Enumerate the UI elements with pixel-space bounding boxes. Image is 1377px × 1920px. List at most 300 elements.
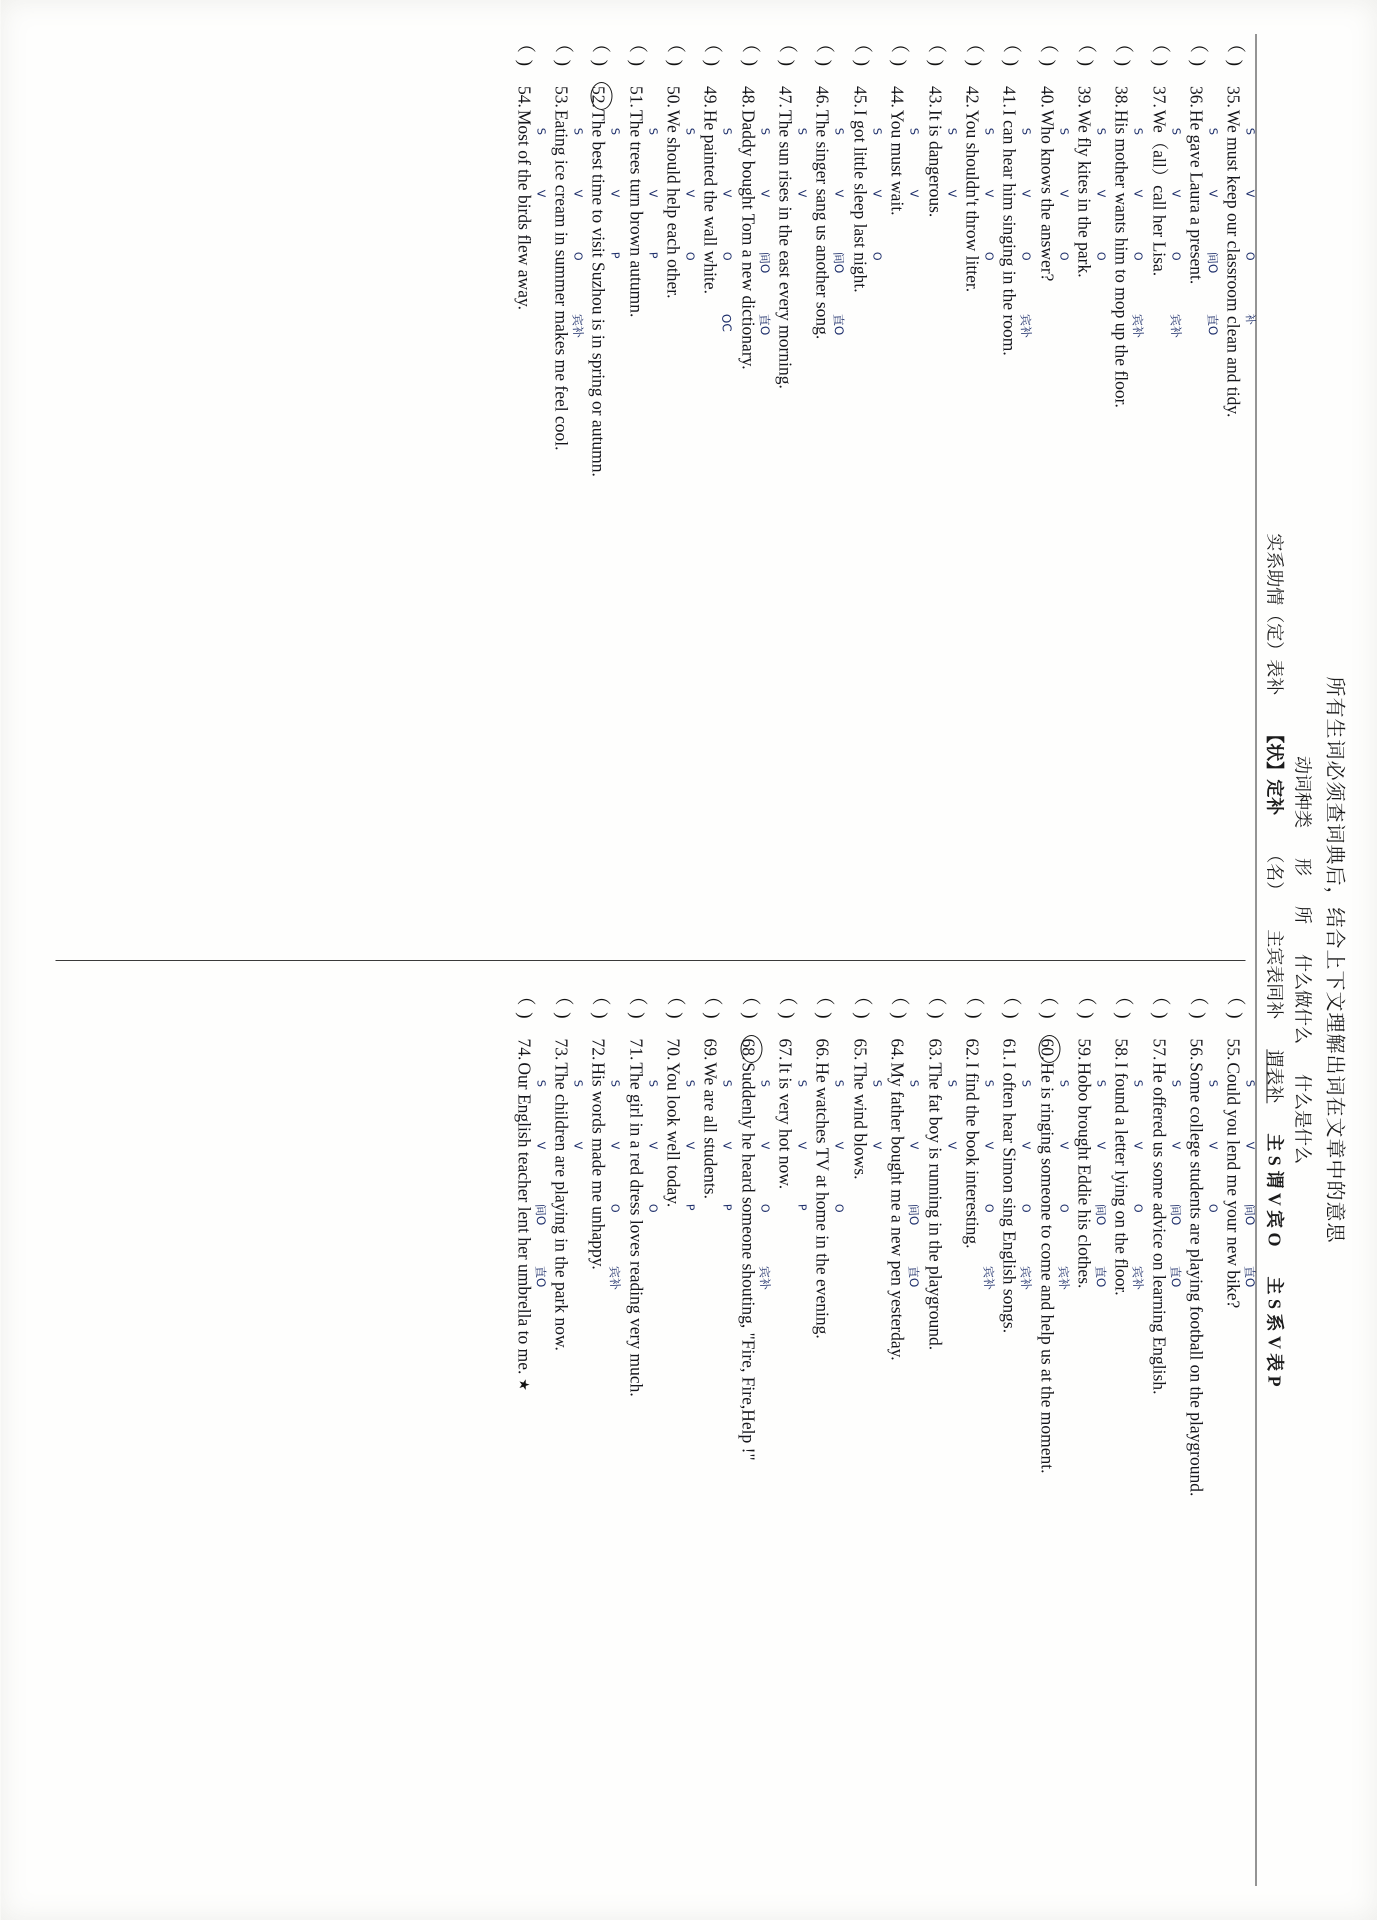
header-cell-what-does-what: 什么做什么 bbox=[1292, 954, 1312, 1044]
circled-question-number bbox=[590, 82, 612, 110]
question-line[interactable] bbox=[848, 986, 884, 1887]
answer-parenthesis[interactable]: （ ) bbox=[701, 34, 723, 68]
question-text: Who knows the answer? S V O bbox=[1036, 109, 1070, 282]
answer-parenthesis[interactable]: （ ) bbox=[589, 986, 611, 1020]
handwritten-grammar-mark: V bbox=[794, 189, 809, 198]
handwritten-grammar-mark: V bbox=[1205, 189, 1220, 198]
question-text: The sun rises in the east every morning. S V bbox=[775, 109, 809, 389]
header-cell-zhuangdingbu: 【状】定补 bbox=[1264, 725, 1284, 816]
star-mark: ★ bbox=[514, 1378, 530, 1391]
question-line[interactable] bbox=[1184, 986, 1220, 1887]
handwritten-grammar-mark: V bbox=[608, 189, 622, 198]
handwritten-grammar-mark: 间O bbox=[830, 251, 847, 274]
handwritten-grammar-mark: OC bbox=[719, 313, 734, 333]
handwritten-grammar-mark: V bbox=[1168, 1141, 1182, 1151]
handwritten-grammar-mark: S bbox=[1205, 1079, 1220, 1088]
question-text: We are all students. S V P bbox=[700, 1062, 734, 1212]
question-number: 49. bbox=[700, 86, 721, 108]
handwritten-grammar-mark: O bbox=[1168, 251, 1182, 261]
handwritten-grammar-mark: P bbox=[720, 1203, 734, 1212]
question-line[interactable] bbox=[1146, 986, 1183, 1887]
answer-parenthesis[interactable]: （ ) bbox=[813, 986, 835, 1020]
question-number: 73. bbox=[551, 1038, 572, 1061]
handwritten-grammar-mark: S bbox=[1168, 1079, 1182, 1088]
answer-parenthesis[interactable]: （ ) bbox=[775, 34, 797, 68]
answer-parenthesis[interactable]: （ ) bbox=[1149, 986, 1171, 1020]
answer-parenthesis[interactable]: （ ) bbox=[887, 986, 909, 1020]
handwritten-grammar-mark: O bbox=[981, 251, 996, 261]
column-divider bbox=[55, 960, 1245, 961]
question-line[interactable] bbox=[736, 986, 772, 1887]
question-line[interactable] bbox=[773, 34, 809, 934]
handwritten-grammar-mark: 直O bbox=[1167, 1265, 1183, 1289]
handwritten-grammar-mark: O bbox=[1056, 251, 1070, 261]
handwritten-grammar-mark: O bbox=[570, 251, 585, 261]
answer-parenthesis[interactable]: （ ) bbox=[626, 986, 648, 1020]
question-line[interactable] bbox=[661, 986, 697, 1887]
question-line[interactable] bbox=[549, 34, 585, 934]
handwritten-grammar-mark: V bbox=[608, 1141, 622, 1151]
handwritten-grammar-mark: V bbox=[645, 1141, 659, 1151]
answer-parenthesis[interactable]: （ ) bbox=[850, 986, 872, 1020]
question-line[interactable] bbox=[624, 34, 659, 934]
handwritten-grammar-mark: V bbox=[570, 189, 585, 198]
handwritten-grammar-mark: S bbox=[907, 1079, 921, 1088]
question-number: 62. bbox=[961, 1038, 982, 1061]
question-text: It is dangerous. S V bbox=[924, 109, 958, 218]
handwritten-grammar-mark: V bbox=[1205, 1141, 1220, 1151]
handwritten-grammar-mark: S bbox=[1056, 1079, 1070, 1088]
handwritten-grammar-mark: V bbox=[533, 1141, 547, 1151]
header-divider bbox=[1255, 34, 1256, 1886]
question-number: 57. bbox=[1148, 1038, 1169, 1061]
handwritten-grammar-mark: S bbox=[720, 1079, 734, 1088]
question-number: 65. bbox=[849, 1038, 870, 1061]
answer-parenthesis[interactable]: （ ) bbox=[999, 34, 1021, 68]
question-line[interactable] bbox=[736, 34, 772, 934]
handwritten-grammar-mark: 直O bbox=[830, 313, 847, 336]
circled-question-number bbox=[737, 1035, 762, 1063]
handwritten-grammar-mark: 直O bbox=[1204, 313, 1220, 336]
question-number: 52. bbox=[588, 86, 609, 108]
handwritten-grammar-mark: 间O bbox=[905, 1203, 921, 1227]
handwritten-grammar-mark: 宾补 bbox=[1017, 1265, 1033, 1291]
question-text: The singer sang us another song. S V 间O 直O bbox=[812, 109, 847, 340]
question-number: 64. bbox=[887, 1038, 908, 1061]
header-cell-shape: 形 bbox=[1292, 858, 1312, 876]
handwritten-grammar-mark: V bbox=[944, 1141, 958, 1151]
header-cell-subject-object: 主宾表同补 bbox=[1264, 929, 1284, 1020]
handwritten-grammar-mark: S bbox=[720, 127, 734, 136]
header-cell-svo: 主 S 谓 V 宾 O bbox=[1264, 1133, 1284, 1247]
question-line[interactable] bbox=[960, 34, 996, 934]
handwritten-grammar-mark: 间O bbox=[1167, 1203, 1183, 1227]
handwritten-grammar-mark: S bbox=[757, 1079, 771, 1088]
question-line[interactable] bbox=[624, 986, 659, 1887]
question-text: The girl in a red dress loves reading very much. S V O bbox=[625, 1062, 659, 1397]
handwritten-grammar-mark: 间O bbox=[1204, 251, 1220, 274]
question-line[interactable] bbox=[661, 34, 697, 934]
handwritten-grammar-mark: S bbox=[533, 1079, 547, 1088]
question-line[interactable] bbox=[997, 34, 1033, 934]
handwritten-grammar-mark: 直O bbox=[756, 313, 772, 336]
handwritten-grammar-mark: V bbox=[1056, 1141, 1070, 1151]
handwritten-grammar-mark: V bbox=[981, 189, 996, 198]
question-number: 42. bbox=[961, 86, 982, 108]
answer-parenthesis[interactable]: （ ) bbox=[663, 986, 685, 1020]
handwritten-grammar-mark: 直O bbox=[1092, 1265, 1108, 1289]
handwritten-grammar-mark: V bbox=[645, 189, 659, 198]
handwritten-grammar-mark: V bbox=[1056, 189, 1070, 198]
answer-parenthesis[interactable]: （ ) bbox=[887, 34, 909, 68]
handwritten-grammar-mark: 宾补 bbox=[1166, 313, 1183, 339]
answer-parenthesis[interactable]: （ ) bbox=[1111, 34, 1133, 68]
handwritten-grammar-mark: O bbox=[757, 1203, 772, 1214]
header-cell-predicate: 谓表补 bbox=[1264, 1049, 1284, 1104]
handwritten-grammar-mark: O bbox=[832, 1203, 846, 1214]
answer-parenthesis[interactable]: （ ) bbox=[738, 986, 760, 1020]
question-line[interactable] bbox=[586, 34, 622, 934]
handwritten-grammar-mark: S bbox=[533, 127, 547, 136]
header-cell-suo: 所 bbox=[1292, 906, 1312, 924]
question-text: He watches TV at home in the evening. S V O bbox=[812, 1062, 846, 1339]
question-number: 50. bbox=[663, 86, 684, 108]
question-line[interactable] bbox=[960, 986, 996, 1887]
question-text: Our English teacher lent her umbrella to me. S V 间O 直O bbox=[513, 1062, 548, 1375]
handwritten-grammar-mark: V bbox=[1131, 189, 1145, 198]
question-number: 36. bbox=[1185, 86, 1206, 108]
handwritten-grammar-mark: V bbox=[570, 1141, 585, 1151]
answer-parenthesis[interactable]: （ ) bbox=[1074, 986, 1096, 1020]
handwritten-grammar-mark: S bbox=[794, 127, 809, 136]
handwritten-grammar-mark: P bbox=[608, 251, 622, 259]
right-question-column bbox=[55, 986, 1257, 1887]
question-number: 68. bbox=[737, 1038, 758, 1061]
question-text: You look well today. S V P bbox=[663, 1062, 697, 1212]
handwritten-grammar-mark: V bbox=[1093, 189, 1108, 198]
question-number: 45. bbox=[849, 86, 870, 108]
question-line[interactable] bbox=[1072, 34, 1108, 934]
handwritten-grammar-mark: V bbox=[682, 1141, 697, 1151]
answer-parenthesis[interactable]: （ ) bbox=[1224, 986, 1245, 1020]
handwritten-grammar-mark: S bbox=[794, 1079, 809, 1088]
handwritten-grammar-mark: V bbox=[1093, 1141, 1108, 1151]
question-number: 39. bbox=[1073, 86, 1094, 108]
question-line[interactable] bbox=[512, 986, 548, 1887]
question-text: Suddenly he heard someone shouting, "Fire, Fire,Help !" S V O 宾补 bbox=[737, 1062, 772, 1461]
question-number: 54. bbox=[513, 86, 534, 108]
handwritten-grammar-mark: O bbox=[720, 251, 734, 261]
handwritten-grammar-mark: 直O bbox=[1241, 1265, 1257, 1289]
question-number: 58. bbox=[1111, 1038, 1132, 1061]
answer-parenthesis[interactable]: （ ) bbox=[1037, 34, 1059, 68]
handwritten-grammar-mark: V bbox=[682, 189, 697, 198]
handwritten-grammar-mark: O bbox=[1018, 251, 1033, 261]
question-line[interactable] bbox=[1109, 986, 1145, 1887]
handwritten-grammar-mark: O bbox=[1018, 1203, 1033, 1214]
question-line[interactable] bbox=[698, 34, 734, 934]
question-number: 43. bbox=[924, 86, 945, 108]
question-text: The fat boy is running in the playground. S V bbox=[924, 1062, 958, 1351]
question-text: You shouldn't throw litter. S V O bbox=[961, 109, 996, 293]
handwritten-grammar-mark: O bbox=[608, 1203, 622, 1214]
header-row-line2 bbox=[1262, 34, 1288, 1886]
handwritten-grammar-mark: O bbox=[1056, 1203, 1070, 1214]
handwritten-grammar-mark: V bbox=[1131, 1141, 1145, 1151]
question-text: My father bought me a new pen yesterday. S V 间O 直O bbox=[887, 1062, 921, 1361]
question-text: We should help each other. S V O bbox=[663, 109, 697, 299]
handwritten-grammar-mark: S bbox=[1131, 127, 1145, 136]
handwritten-grammar-mark: S bbox=[907, 127, 921, 136]
question-text: He is ringing someone to come and help us at the moment. S V O 宾补 bbox=[1036, 1062, 1071, 1474]
question-text: The trees turn brown autumn. S V P bbox=[625, 109, 659, 318]
handwritten-grammar-mark: S bbox=[570, 1079, 585, 1088]
question-number: 70. bbox=[663, 1038, 684, 1061]
header-cell-svp: 主 S 系 V 表 P bbox=[1264, 1276, 1284, 1387]
question-line[interactable] bbox=[997, 986, 1033, 1887]
question-text: Could you lend me your new bike? S V 间O 直O bbox=[1223, 1062, 1257, 1309]
header-cell-what-is-what: 什么是什么 bbox=[1292, 1074, 1312, 1164]
question-number: 61. bbox=[999, 1038, 1020, 1061]
question-line[interactable] bbox=[1221, 34, 1257, 934]
handwritten-grammar-mark: O bbox=[645, 1203, 659, 1214]
answer-parenthesis[interactable]: （ ) bbox=[813, 34, 835, 68]
answer-parenthesis[interactable]: （ ) bbox=[514, 34, 536, 68]
handwritten-grammar-mark: O bbox=[981, 1203, 996, 1214]
question-line[interactable] bbox=[810, 34, 847, 934]
question-number: 53. bbox=[551, 86, 572, 108]
handwritten-grammar-mark: 宾补 bbox=[1017, 313, 1033, 339]
answer-parenthesis[interactable]: （ ) bbox=[1111, 986, 1133, 1020]
answer-parenthesis[interactable]: （ ) bbox=[701, 986, 723, 1020]
handwritten-grammar-mark: V bbox=[1168, 189, 1182, 198]
handwritten-grammar-mark: 补 bbox=[1243, 313, 1257, 326]
question-line[interactable] bbox=[1034, 34, 1070, 934]
question-text: He gave Laura a present. S V 间O 直O bbox=[1185, 109, 1220, 336]
answer-parenthesis[interactable]: （ ) bbox=[626, 34, 648, 68]
question-text: I can hear him singing in the room. S V O 宾补 bbox=[999, 109, 1033, 356]
answer-parenthesis[interactable]: （ ) bbox=[850, 34, 872, 68]
answer-parenthesis[interactable]: （ ) bbox=[962, 986, 984, 1020]
question-number: 44. bbox=[887, 86, 908, 108]
question-text: Most of the birds flew away. S V bbox=[513, 109, 547, 310]
handwritten-grammar-mark: V bbox=[1243, 1141, 1257, 1151]
question-line[interactable] bbox=[1034, 986, 1071, 1887]
answer-parenthesis[interactable]: （ ) bbox=[514, 986, 536, 1020]
handwritten-grammar-mark: S bbox=[645, 1079, 659, 1088]
question-number: 55. bbox=[1223, 1038, 1244, 1061]
handwritten-grammar-mark: V bbox=[981, 1141, 996, 1151]
answer-parenthesis[interactable]: （ ) bbox=[1186, 986, 1208, 1020]
question-text: He painted the wall white. S V O OC bbox=[700, 109, 734, 333]
question-line[interactable] bbox=[922, 986, 958, 1887]
handwritten-grammar-mark: S bbox=[682, 1079, 697, 1088]
question-line[interactable] bbox=[1221, 986, 1257, 1887]
question-number: 71. bbox=[625, 1038, 646, 1061]
question-number: 63. bbox=[924, 1038, 945, 1061]
questions-columns bbox=[55, 34, 1257, 1886]
answer-parenthesis[interactable]: （ ) bbox=[551, 34, 573, 68]
circled-question-number bbox=[1038, 1035, 1060, 1063]
handwritten-grammar-mark: S bbox=[608, 1079, 622, 1088]
handwritten-grammar-mark: S bbox=[1243, 1079, 1257, 1088]
question-number: 67. bbox=[775, 1038, 796, 1061]
answer-parenthesis[interactable]: （ ) bbox=[962, 34, 984, 68]
question-number: 35. bbox=[1223, 86, 1244, 108]
question-text: He offered us some advice on learning English. S V 间O 直O bbox=[1148, 1062, 1183, 1395]
handwritten-grammar-mark: V bbox=[832, 1141, 846, 1151]
question-text: Daddy bought Tom a new dictionary. S V 间O 直O bbox=[737, 109, 772, 370]
handwritten-grammar-mark: P bbox=[794, 1203, 809, 1212]
handwritten-grammar-mark: S bbox=[682, 127, 697, 136]
question-text: The wind blows. S V bbox=[849, 1062, 884, 1180]
question-text: His mother wants him to mop up the floor. S V O 宾补 bbox=[1111, 109, 1145, 408]
question-number: 41. bbox=[999, 86, 1020, 108]
question-text: I got little sleep last night. S V O bbox=[849, 109, 884, 293]
handwritten-grammar-mark: O bbox=[1131, 251, 1145, 261]
handwritten-grammar-mark: V bbox=[869, 1141, 884, 1151]
answer-parenthesis[interactable]: （ ) bbox=[663, 34, 685, 68]
header-cell-shixijqing: 实系助情（定）表补 bbox=[1264, 533, 1284, 696]
handwritten-grammar-mark: O bbox=[1093, 251, 1108, 261]
answer-parenthesis[interactable]: （ ) bbox=[738, 34, 760, 68]
handwritten-grammar-mark: S bbox=[757, 127, 771, 136]
handwritten-grammar-mark: V bbox=[720, 1141, 734, 1151]
question-line[interactable] bbox=[885, 986, 921, 1887]
handwritten-grammar-mark: V bbox=[832, 189, 846, 198]
handwritten-grammar-mark: S bbox=[1056, 127, 1070, 136]
handwritten-grammar-mark: S bbox=[608, 127, 622, 136]
question-number: 51. bbox=[625, 86, 646, 108]
question-text: The children are playing in the park now. S V bbox=[551, 1062, 585, 1351]
handwritten-grammar-mark: S bbox=[832, 1079, 846, 1088]
handwritten-grammar-mark: 间O bbox=[1092, 1203, 1108, 1227]
question-number: 69. bbox=[700, 1038, 721, 1061]
handwritten-grammar-mark: S bbox=[645, 127, 659, 136]
question-text: We（all）call her Lisa. S V O 宾补 bbox=[1148, 109, 1183, 339]
handwritten-grammar-mark: O bbox=[869, 251, 884, 261]
handwritten-grammar-mark: V bbox=[757, 1141, 771, 1151]
question-number: 74. bbox=[513, 1038, 534, 1061]
question-text: The best time to visit Suzhou is in spring or autumn. S V P bbox=[588, 109, 622, 477]
handwritten-grammar-mark: S bbox=[869, 1079, 884, 1088]
handwritten-grammar-mark: S bbox=[981, 127, 996, 136]
answer-parenthesis[interactable]: （ ) bbox=[999, 986, 1021, 1020]
handwritten-grammar-mark: 宾补 bbox=[606, 1265, 623, 1291]
question-line[interactable] bbox=[885, 34, 921, 934]
question-text: I found a letter lying on the floor. S V O 宾补 bbox=[1111, 1062, 1145, 1296]
question-line[interactable] bbox=[1146, 34, 1183, 934]
handwritten-grammar-mark: 宾补 bbox=[569, 313, 585, 339]
answer-parenthesis[interactable]: （ ) bbox=[551, 986, 573, 1020]
handwritten-grammar-mark: S bbox=[1093, 127, 1108, 136]
handwritten-grammar-mark: S bbox=[1019, 1079, 1033, 1088]
handwritten-grammar-mark: 宾补 bbox=[1129, 313, 1145, 339]
question-text: We must keep our classroom clean and tidy. S V O 补 bbox=[1223, 109, 1257, 418]
handwritten-grammar-mark: S bbox=[1019, 127, 1033, 136]
question-text: We fly kites in the park. S V O bbox=[1073, 109, 1108, 278]
question-number: 60. bbox=[1036, 1038, 1057, 1061]
question-line[interactable] bbox=[810, 986, 846, 1887]
handwritten-grammar-mark: S bbox=[832, 127, 846, 136]
handwritten-grammar-mark: 宾补 bbox=[1054, 1265, 1071, 1291]
handwritten-grammar-mark: S bbox=[981, 1079, 996, 1088]
handwritten-grammar-mark: 直O bbox=[532, 1265, 548, 1289]
header-row-line1 bbox=[1290, 34, 1316, 1886]
handwritten-grammar-mark: O bbox=[1131, 1203, 1145, 1214]
handwritten-grammar-mark: 间O bbox=[1241, 1203, 1257, 1227]
question-text: His words made me unhappy. S V O 宾补 bbox=[588, 1062, 623, 1291]
answer-parenthesis[interactable]: （ ) bbox=[1149, 34, 1171, 68]
question-line[interactable] bbox=[922, 34, 958, 934]
answer-parenthesis[interactable]: （ ) bbox=[1074, 34, 1096, 68]
question-line[interactable] bbox=[848, 34, 884, 934]
question-text: You must wait. S V bbox=[887, 109, 921, 216]
question-line[interactable] bbox=[586, 986, 623, 1887]
question-number: 59. bbox=[1073, 1038, 1094, 1061]
instruction-line: 所有生词必须查词典后，结合上下文理解出词在文章中的意思 bbox=[1323, 676, 1345, 1244]
handwritten-grammar-mark: S bbox=[570, 127, 585, 136]
handwritten-grammar-mark: P bbox=[682, 1203, 697, 1212]
answer-parenthesis[interactable]: （ ) bbox=[1186, 34, 1208, 68]
question-line[interactable] bbox=[1184, 34, 1220, 934]
handwritten-grammar-mark: V bbox=[1019, 1141, 1033, 1151]
question-line[interactable] bbox=[549, 986, 585, 1887]
handwritten-grammar-mark: O bbox=[1205, 1203, 1220, 1214]
answer-parenthesis[interactable]: （ ) bbox=[589, 34, 611, 68]
question-number: 47. bbox=[775, 86, 796, 108]
answer-parenthesis[interactable]: （ ) bbox=[925, 986, 947, 1020]
question-line[interactable] bbox=[773, 986, 809, 1887]
answer-parenthesis[interactable]: （ ) bbox=[925, 34, 947, 68]
question-text: Hobo brought Eddie his clothes. S V 间O 直O bbox=[1073, 1062, 1108, 1289]
handwritten-grammar-mark: 间O bbox=[756, 251, 772, 274]
handwritten-grammar-mark: S bbox=[1131, 1079, 1145, 1088]
question-text: I often hear Simon sing English songs. S V O 宾补 bbox=[999, 1062, 1033, 1334]
handwritten-grammar-mark: P bbox=[645, 251, 659, 259]
handwritten-grammar-mark: 宾补 bbox=[1129, 1265, 1145, 1291]
answer-parenthesis[interactable]: （ ) bbox=[1224, 34, 1245, 68]
handwritten-grammar-mark: V bbox=[906, 189, 921, 198]
question-number: 48. bbox=[737, 86, 758, 108]
left-question-column bbox=[55, 34, 1257, 934]
handwritten-grammar-mark: V bbox=[757, 189, 771, 198]
handwritten-grammar-mark: V bbox=[720, 189, 734, 198]
handwritten-grammar-mark: 宾补 bbox=[756, 1265, 772, 1291]
answer-parenthesis[interactable]: （ ) bbox=[775, 986, 797, 1020]
question-text: I find the book interesting. S V O 宾补 bbox=[961, 1062, 996, 1291]
question-line[interactable] bbox=[1072, 986, 1108, 1887]
handwritten-grammar-mark: V bbox=[1019, 189, 1033, 198]
handwritten-grammar-mark: 直O bbox=[905, 1265, 921, 1289]
question-number: 46. bbox=[812, 86, 833, 108]
handwritten-grammar-mark: V bbox=[1243, 189, 1257, 198]
handwritten-grammar-mark: O bbox=[1243, 251, 1257, 261]
question-number: 66. bbox=[812, 1038, 833, 1061]
question-text: Eating ice cream in summer makes me feel cool. S V O 宾补 bbox=[551, 109, 585, 451]
question-number: 56. bbox=[1185, 1038, 1206, 1061]
question-number: 40. bbox=[1036, 86, 1057, 108]
question-number: 38. bbox=[1111, 86, 1132, 108]
handwritten-grammar-mark: S bbox=[1093, 1079, 1108, 1088]
handwritten-grammar-mark: V bbox=[869, 189, 884, 198]
question-line[interactable] bbox=[512, 34, 547, 934]
question-line[interactable] bbox=[1109, 34, 1145, 934]
question-line[interactable] bbox=[698, 986, 734, 1887]
answer-parenthesis[interactable]: （ ) bbox=[1037, 986, 1059, 1020]
handwritten-grammar-mark: S bbox=[944, 1079, 958, 1088]
handwritten-grammar-mark: V bbox=[794, 1141, 809, 1151]
